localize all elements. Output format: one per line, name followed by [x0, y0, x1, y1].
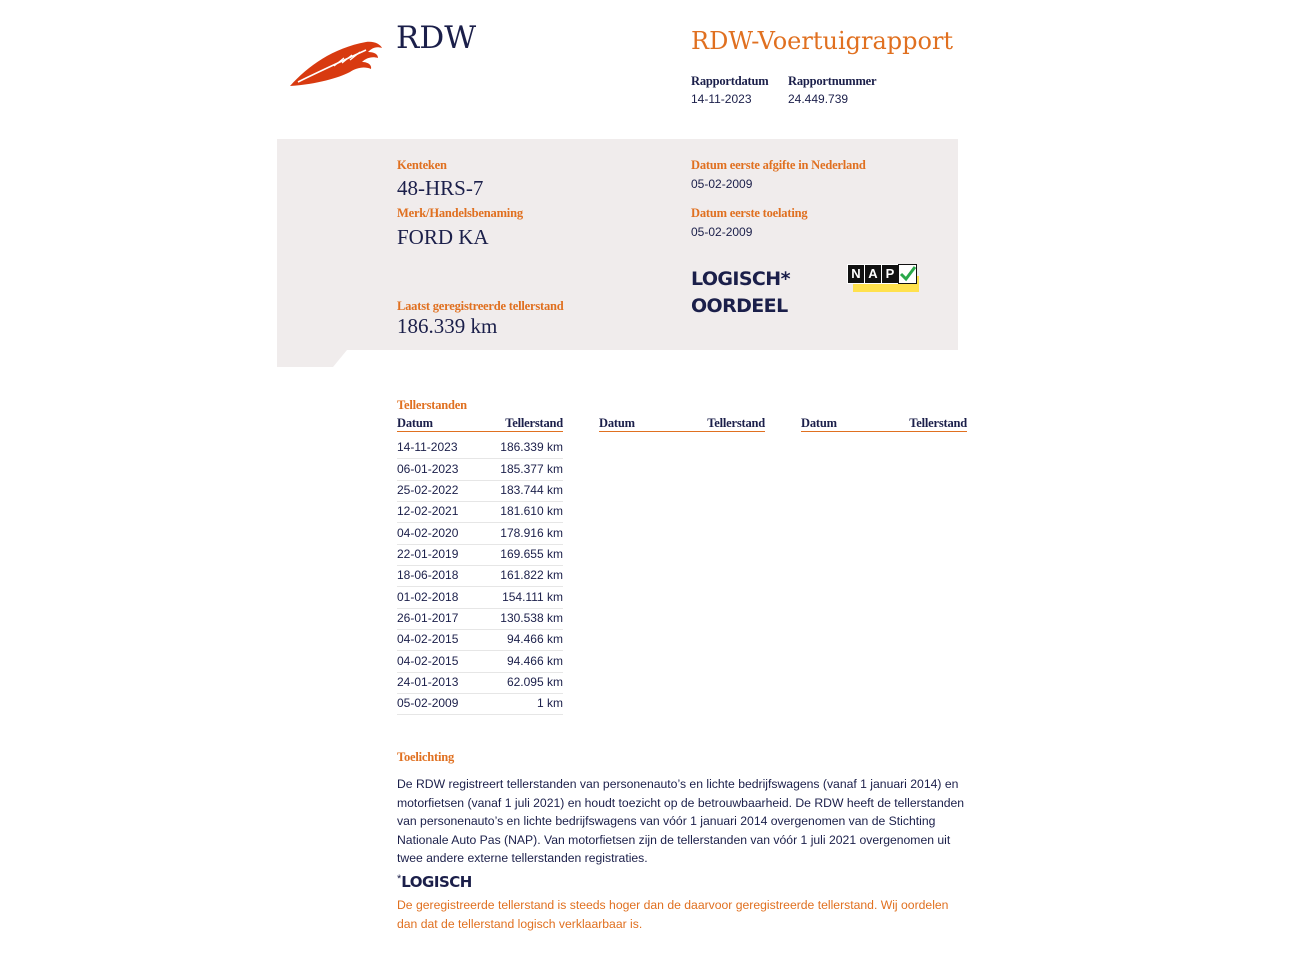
row-date: 01-02-2018 — [397, 590, 459, 604]
checkmark-icon — [899, 265, 916, 283]
table-row — [397, 587, 563, 609]
table-row — [397, 459, 563, 481]
row-date: 14-11-2023 — [397, 440, 458, 454]
last-odometer-label: Laatst geregistreerde tellerstand — [397, 299, 564, 313]
explanation-text: De RDW registreert tellerstanden van personenauto’s en lichte bedrijfswagens (vanaf 1 januari 2014) en motorfietsen (vanaf 1 juli 2021) en houdt toezicht op de betrouwbaarheid. De RDW heeft de tellerstanden van personenauto’s en lichte bedrijfswagens van vóór 1 januari 2014 overgenomen van de Stichting Nationale Auto Pas (NAP). Van motorfietsen zijn de tellerstanden van vóór 1 juli 2021 overgenomen uit twee andere externe tellerstanden registraties. — [397, 777, 965, 865]
explanation-title: Toelichting — [397, 750, 455, 764]
row-date: 22-01-2019 — [397, 547, 459, 561]
rdw-logo — [288, 36, 384, 90]
row-value: 154.111 km — [502, 590, 563, 604]
nap-badge — [847, 264, 919, 292]
col1-date-header: Datum — [397, 416, 433, 430]
row-value: 181.610 km — [500, 504, 563, 518]
first-nl-label: Datum eerste afgifte in Nederland — [691, 158, 866, 172]
first-nl-value: 05-02-2009 — [691, 177, 753, 191]
verdict-line2: OORDEEL — [691, 295, 788, 317]
col3-date-header: Datum — [801, 416, 837, 430]
row-value: 169.655 km — [500, 547, 563, 561]
row-date: 24-01-2013 — [397, 675, 459, 689]
row-value: 183.744 km — [500, 483, 563, 497]
table-row — [397, 672, 563, 694]
table-row — [397, 693, 563, 715]
report-title: RDW-Voertuigrapport — [691, 27, 954, 55]
plate-value: 48-HRS-7 — [397, 176, 484, 200]
report-date: 14-11-2023 — [691, 92, 752, 106]
row-date: 18-06-2018 — [397, 568, 459, 582]
plate-label: Kenteken — [397, 158, 447, 172]
last-odometer-value: 186.339 km — [397, 314, 498, 338]
col2-date-header: Datum — [599, 416, 635, 430]
brand-value: FORD KA — [397, 225, 489, 249]
row-date: 26-01-2017 — [397, 611, 459, 625]
nap-check-box — [898, 264, 917, 284]
row-date: 04-02-2020 — [397, 526, 459, 540]
nap-letter-a: A — [864, 264, 882, 284]
brand-label: Merk/Handelsbenaming — [397, 206, 523, 220]
row-value: 130.538 km — [500, 611, 563, 625]
logo-text: RDW — [396, 20, 477, 56]
row-value: 1 km — [536, 696, 563, 710]
col1-header-line — [397, 431, 563, 432]
row-value: 186.339 km — [500, 440, 563, 454]
logisch-title: LOGISCH — [401, 873, 472, 891]
row-date: 05-02-2009 — [397, 696, 459, 710]
table-row — [397, 608, 563, 630]
rdw-feather-icon — [288, 36, 384, 90]
row-date: 12-02-2021 — [397, 504, 459, 518]
row-value: 161.822 km — [500, 568, 563, 582]
row-value: 185.377 km — [500, 462, 563, 476]
table-row — [397, 629, 563, 651]
report-number-label: Rapportnummer — [788, 74, 877, 88]
table-row — [397, 480, 563, 502]
col1-value-header: Tellerstand — [505, 416, 563, 430]
table-row — [397, 523, 563, 545]
panel-tab — [277, 350, 347, 367]
row-date: 25-02-2022 — [397, 483, 459, 497]
row-value: 178.916 km — [500, 526, 563, 540]
verdict-line1: LOGISCH* — [691, 268, 790, 290]
report-number: 24.449.739 — [788, 92, 849, 106]
logisch-explanation: De geregistreerde tellerstand is steeds hoger dan de daarvoor geregistreerde tellerstand. Wij oordelen dan dat de tellerstand logisch verklaarbaar is. — [397, 898, 949, 931]
row-value: 62.095 km — [506, 675, 563, 689]
logisch-heading — [397, 873, 472, 892]
col2-value-header: Tellerstand — [707, 416, 765, 430]
nap-letter-n: N — [847, 264, 865, 284]
row-date: 04-02-2015 — [397, 654, 459, 668]
first-admission-value: 05-02-2009 — [691, 225, 753, 239]
col3-header-line — [801, 431, 967, 432]
report-date-label: Rapportdatum — [691, 74, 769, 88]
table-row — [397, 437, 563, 459]
row-value: 94.466 km — [506, 632, 563, 646]
row-date: 04-02-2015 — [397, 632, 459, 646]
col3-value-header: Tellerstand — [909, 416, 967, 430]
first-admission-label: Datum eerste toelating — [691, 206, 808, 220]
nap-letter-p: P — [881, 264, 899, 284]
table-row — [397, 651, 563, 673]
table-row — [397, 544, 563, 566]
row-value: 94.466 km — [506, 654, 563, 668]
row-date: 06-01-2023 — [397, 462, 459, 476]
odometer-section-title: Tellerstanden — [397, 398, 467, 412]
table-row — [397, 565, 563, 587]
col2-header-line — [599, 431, 765, 432]
table-row — [397, 501, 563, 523]
logisch-star: * — [397, 873, 402, 885]
